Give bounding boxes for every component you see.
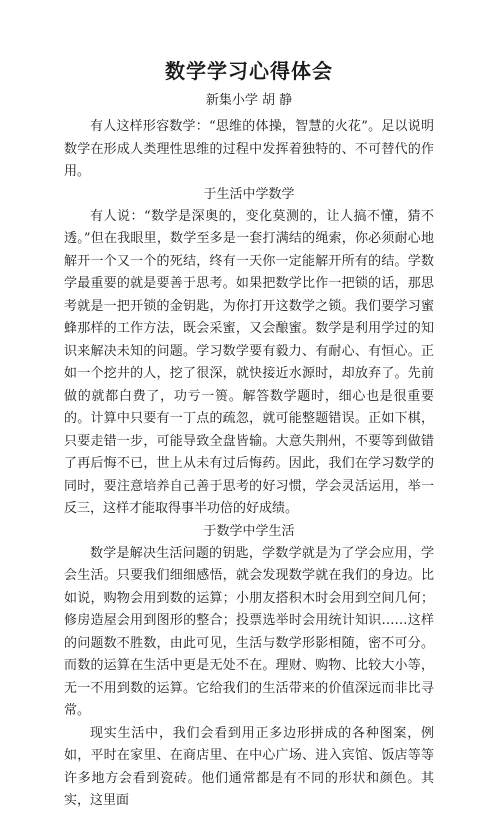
section2-paragraph-2: 现实生活中，我们会看到用正多边形拼成的各种图案，例如，平时在家里、在商店里、在中心广场、进入宾馆、饭店等等许多地方会看到瓷砖。他们通常都是有不同的形状和颜色。其实，这里面 (64, 725, 434, 808)
document-title: 数学学习心得体会 (165, 59, 333, 83)
section2-paragraph: 数学是解决生活问题的钥匙，学数学就是为了学会应用，学会生活。只要我们细细感悟，就会发现数学就在我们的身边。比如说，购物会用到数的运算；小朋友搭积木时会用到空间几何；修房造屋会用到图形的整合；投票选举时会用统计知识……这样的问题数不胜数，由此可见，生活与数学形影相随，密不可分。而数的运算在生活中更是无处不在。理财、购物、比较大小等，无一不用到数的运算。它给我们的生活带来的价值深远而非比寻常。 (64, 545, 434, 718)
author-byline: 新集小学 胡 静 (205, 93, 293, 108)
section-heading-life-math: 于生活中学数学 (203, 186, 295, 202)
intro-paragraph: 有人这样形容数学：“思维的体操，智慧的火花”。足以说明数学在形成人类理性思维的过程中发挥着独特的、不可替代的作用。 (64, 119, 434, 179)
section-heading-math-life: 于数学中学生活 (203, 523, 295, 539)
section1-paragraph: 有人说：“数学是深奥的，变化莫测的，让人搞不懂，猜不透。”但在我眼里，数学至多是一套打满结的绳索，你必须耐心地解开一个又一个的死结，终有一天你一定能解开所有的结。学数学最重要的就是要善于思考。如果把数学比作一把锁的话，那思考就是一把开锁的金钥匙，为你打开这数学之锁。我们要学习蜜蜂那样的工作方法，既会采蜜，又会酿蜜。数学是利用学过的知识来解决未知的问题。学习数学要有毅力、有耐心、有恒心。正如一个挖井的人，挖了很深，就快接近水源时，却放弃了。先前做的就都白费了，功亏一篑。解答数学题时，细心也是很重要的。计算中只要有一丁点的疏忽，就可能整题错误。正如下棋，只要走错一步，可能导致全盘皆输。大意失荆州，不要等到做错了再后悔不已，世上从未有过后悔药。因此，我们在学习数学的同时，要注意培养自己善于思考的好习惯，学会灵活运用，举一反三，这样才能取得事半功倍的好成绩。 (64, 208, 434, 516)
